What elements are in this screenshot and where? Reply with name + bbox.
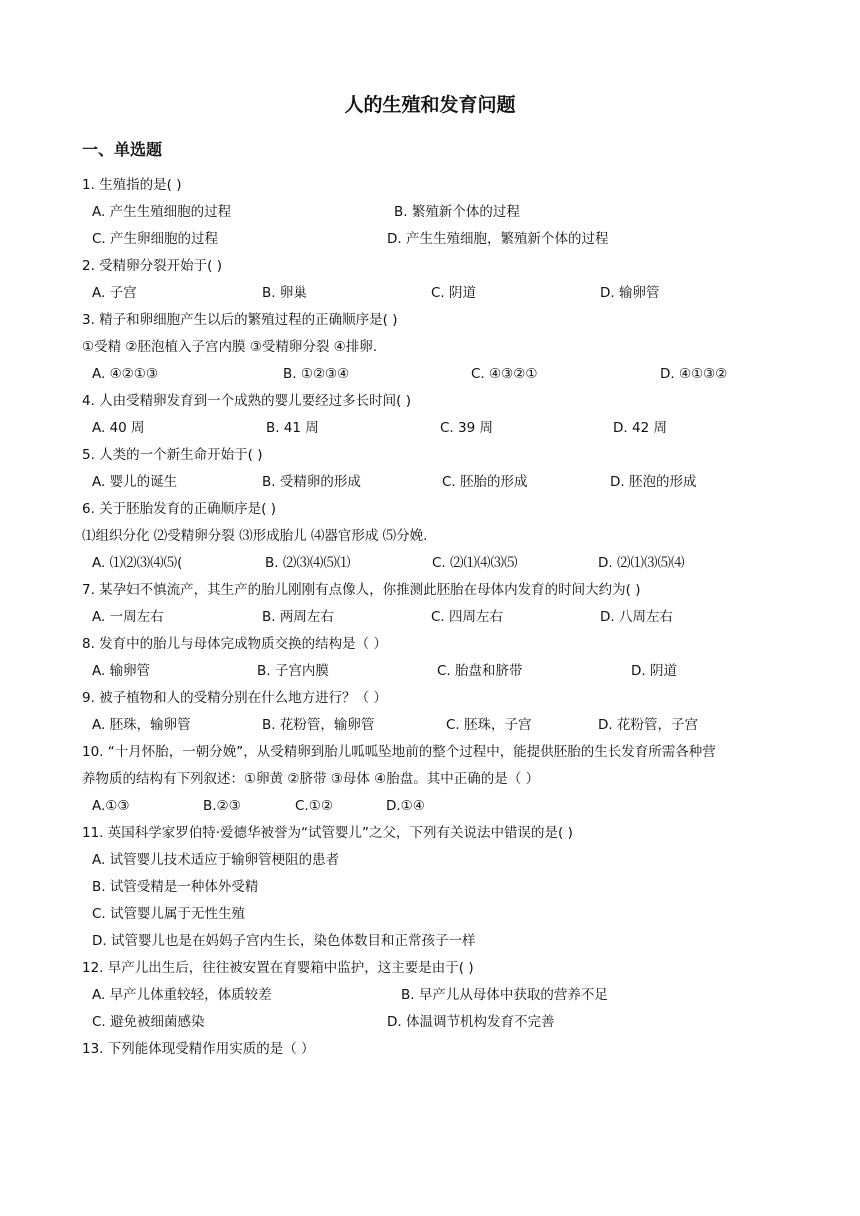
question-6-option-b: B. ⑵⑶⑷⑸⑴ <box>265 555 351 571</box>
question-4-option-b: B. 41 周 <box>266 420 319 436</box>
document-title: 人的生殖和发育问题 <box>344 94 516 116</box>
question-12-stem: 12. 早产儿出生后，往往被安置在育婴箱中监护，这主要是由于( ) <box>82 960 474 976</box>
question-8-option-b: B. 子宫内膜 <box>257 663 329 679</box>
question-3-option-c: C. ④③②① <box>471 366 538 382</box>
question-9-option-b: B. 花粉管，输卵管 <box>262 717 375 733</box>
question-1-option-c: C. 产生卵细胞的过程 <box>92 231 219 247</box>
question-12-option-b: B. 早产儿从母体中获取的营养不足 <box>401 987 608 1003</box>
question-2-option-c: C. 阴道 <box>431 285 477 301</box>
question-12-option-c: C. 避免被细菌感染 <box>92 1014 205 1030</box>
question-5-option-a: A. 婴儿的诞生 <box>92 474 178 490</box>
question-1-option-b: B. 繁殖新个体的过程 <box>394 204 520 220</box>
question-4-stem: 4. 人由受精卵发育到一个成熟的婴儿要经过多长时间( ) <box>82 393 411 409</box>
question-3-option-b: B. ①②③④ <box>283 366 350 382</box>
question-2-option-b: B. 卵巢 <box>262 285 307 301</box>
question-3-stem: 3. 精子和卵细胞产生以后的繁殖过程的正确顺序是( ) <box>82 312 398 328</box>
question-4-option-a: A. 40 周 <box>92 420 145 436</box>
question-10-option-b: B.②③ <box>203 798 241 814</box>
question-12-option-d: D. 体温调节机构发育不完善 <box>387 1014 555 1030</box>
question-7-stem: 7. 某孕妇不慎流产，其生产的胎儿刚刚有点像人，你推测此胚胎在母体内发育的时间大约为( ) <box>82 582 641 598</box>
question-5-stem: 5. 人类的一个新生命开始于( ) <box>82 447 263 463</box>
question-2-stem: 2. 受精卵分裂开始于( ) <box>82 258 222 274</box>
question-8-option-d: D. 阴道 <box>631 663 677 679</box>
question-9-option-d: D. 花粉管，子宫 <box>598 717 698 733</box>
question-6-stem: 6. 关于胚胎发育的正确顺序是( ) <box>82 501 276 517</box>
question-4-option-c: C. 39 周 <box>440 420 493 436</box>
question-9-option-a: A. 胚珠，输卵管 <box>92 717 191 733</box>
question-5-option-c: C. 胚胎的形成 <box>442 474 528 490</box>
question-6-extra: ⑴组织分化 ⑵受精卵分裂 ⑶形成胎儿 ⑷器官形成 ⑸分娩. <box>82 528 428 544</box>
question-2-option-d: D. 输卵管 <box>600 285 660 301</box>
question-10-stem: 10. “十月怀胎，一朝分娩”，从受精卵到胎儿呱呱坠地前的整个过程中，能提供胚胎的生长发育所需各种营 <box>82 744 716 760</box>
question-7-option-b: B. 两周左右 <box>262 609 334 625</box>
question-9-stem: 9. 被子植物和人的受精分别在什么地方进行？（ ） <box>82 690 387 706</box>
question-11-option-d: D. 试管婴儿也是在妈妈子宫内生长，染色体数目和正常孩子一样 <box>92 933 476 949</box>
question-9-option-c: C. 胚珠，子宫 <box>446 717 532 733</box>
question-10-option-c: C.①② <box>295 798 333 814</box>
question-8-stem: 8. 发育中的胎儿与母体完成物质交换的结构是（ ） <box>82 636 387 652</box>
section-heading: 一、单选题 <box>82 140 163 159</box>
question-10-option-d: D.①④ <box>386 798 425 814</box>
question-3-option-d: D. ④①③② <box>660 366 728 382</box>
question-11-stem: 11. 英国科学家罗伯特·爱德华被誉为“试管婴儿”之父，下列有关说法中错误的是( ) <box>82 825 573 841</box>
question-3-extra: ①受精 ②胚泡植入子宫内膜 ③受精卵分裂 ④排卵. <box>82 339 378 355</box>
question-7-option-a: A. 一周左右 <box>92 609 164 625</box>
question-3-option-a: A. ④②①③ <box>92 366 158 382</box>
question-1-option-d: D. 产生生殖细胞，繁殖新个体的过程 <box>387 231 609 247</box>
question-11-option-c: C. 试管婴儿属于无性生殖 <box>92 906 246 922</box>
question-1-option-a: A. 产生生殖细胞的过程 <box>92 204 232 220</box>
question-2-option-a: A. 子宫 <box>92 285 137 301</box>
question-10-option-a: A.①③ <box>92 798 130 814</box>
question-5-option-b: B. 受精卵的形成 <box>262 474 361 490</box>
question-8-option-c: C. 胎盘和脐带 <box>437 663 523 679</box>
question-5-option-d: D. 胚泡的形成 <box>610 474 697 490</box>
question-6-option-d: D. ⑵⑴⑶⑸⑷ <box>598 555 685 571</box>
question-7-option-c: C. 四周左右 <box>431 609 504 625</box>
question-13-stem: 13. 下列能体现受精作用实质的是（ ） <box>82 1041 315 1057</box>
question-11-option-b: B. 试管受精是一种体外受精 <box>92 879 259 895</box>
question-12-option-a: A. 早产儿体重较轻，体质较差 <box>92 987 272 1003</box>
question-6-option-c: C. ⑵⑴⑷⑶⑸ <box>432 555 518 571</box>
question-7-option-d: D. 八周左右 <box>600 609 673 625</box>
question-11-option-a: A. 试管婴儿技术适应于输卵管梗阻的患者 <box>92 852 340 868</box>
question-6-option-a: A. ⑴⑵⑶⑷⑸( <box>92 555 183 571</box>
question-8-option-a: A. 输卵管 <box>92 663 151 679</box>
question-10-extra: 养物质的结构有下列叙述：①卵黄 ②脐带 ③母体 ④胎盘。其中正确的是（ ） <box>82 771 540 787</box>
question-4-option-d: D. 42 周 <box>613 420 667 436</box>
question-1-stem: 1. 生殖指的是( ) <box>82 177 182 193</box>
